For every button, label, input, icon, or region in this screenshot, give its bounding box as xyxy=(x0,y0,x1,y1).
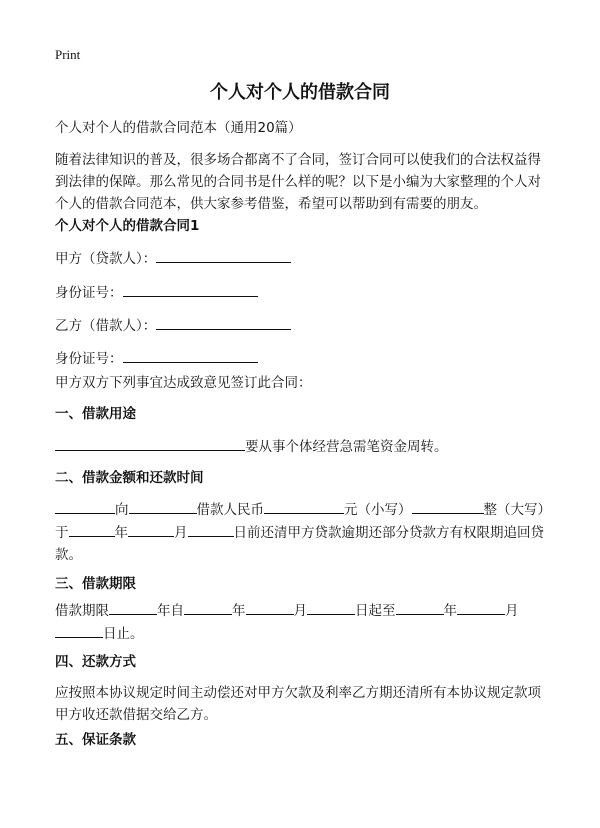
id-b-line xyxy=(55,347,555,370)
purpose-blank xyxy=(55,435,245,451)
text: 借款人民币 xyxy=(196,502,264,518)
blank xyxy=(188,521,234,537)
text: 整（大写）于 xyxy=(55,502,545,541)
blank xyxy=(55,622,103,638)
party-a-blank xyxy=(156,247,291,263)
section-2-text xyxy=(55,498,550,566)
text: 向 xyxy=(115,502,129,518)
party-b-label: 乙方（借款人）： xyxy=(55,318,157,334)
blank xyxy=(129,498,197,514)
blank xyxy=(109,599,157,615)
text: 借款期限 xyxy=(55,603,109,619)
agreement-text: 甲方双方下列事宜达成致意见签订此合同： xyxy=(55,375,312,391)
section-5-heading: 五、保证条款 xyxy=(55,732,136,748)
id-a-line xyxy=(55,281,555,304)
text: 日起至 xyxy=(355,603,396,619)
section-3-heading: 三、借款期限 xyxy=(55,576,136,592)
section-3-text xyxy=(55,599,525,645)
id-a-blank xyxy=(123,281,258,297)
section-1-heading: 一、借款用途 xyxy=(55,406,136,422)
text: 年 xyxy=(232,603,246,619)
section-4-text: 应按照本协议规定时间主动偿还对甲方欠款及利率乙方期还清所有本协议规定款项甲方收还款借据交给乙方。 xyxy=(55,685,541,723)
subtitle: 个人对个人的借款合同范本（通用20篇） xyxy=(55,120,302,136)
blank xyxy=(184,599,232,615)
party-a-line xyxy=(55,247,555,270)
section-2-heading: 二、借款金额和还款时间 xyxy=(55,470,204,486)
party-b-blank xyxy=(156,314,291,330)
text: 年 xyxy=(443,603,457,619)
text: 年自 xyxy=(157,603,184,619)
blank xyxy=(457,599,505,615)
page-title: 个人对个人的借款合同 xyxy=(210,82,390,103)
id-b-label: 身份证号： xyxy=(55,351,123,367)
text: 年 xyxy=(114,525,128,541)
blank xyxy=(55,498,115,514)
print-link[interactable]: Print xyxy=(55,47,81,62)
text: 月 xyxy=(293,603,307,619)
blank xyxy=(128,521,174,537)
blank xyxy=(412,498,484,514)
party-a-label: 甲方（贷款人）： xyxy=(55,251,157,267)
id-b-blank xyxy=(123,347,258,363)
section-1-text xyxy=(55,435,555,458)
blank xyxy=(307,599,355,615)
blank xyxy=(69,521,115,537)
blank xyxy=(396,599,444,615)
blank xyxy=(264,498,344,514)
text: 元（小写） xyxy=(344,502,412,518)
text: 月 xyxy=(505,603,519,619)
text: 日前还清甲方贷款逾期还部分贷款方有权限期追回贷款。 xyxy=(55,525,544,563)
text: 日止。 xyxy=(103,626,144,642)
text: 月 xyxy=(174,525,188,541)
contract-heading: 个人对个人的借款合同1 xyxy=(55,218,200,234)
section-4-heading: 四、还款方式 xyxy=(55,654,136,670)
id-a-label: 身份证号： xyxy=(55,285,123,301)
party-b-line xyxy=(55,314,555,337)
purpose-text: 要从事个体经营急需笔资金周转。 xyxy=(245,439,448,455)
intro-paragraph: 随着法律知识的普及，很多场合都离不了合同，签订合同可以使我们的合法权益得到法律的保障。那么常见的合同书是什么样的呢？以下是小编为大家整理的个人对个人的借款合同范本，供大家参考借鉴，希望可以帮助到有需要的朋友。 xyxy=(55,152,541,212)
blank xyxy=(246,599,294,615)
